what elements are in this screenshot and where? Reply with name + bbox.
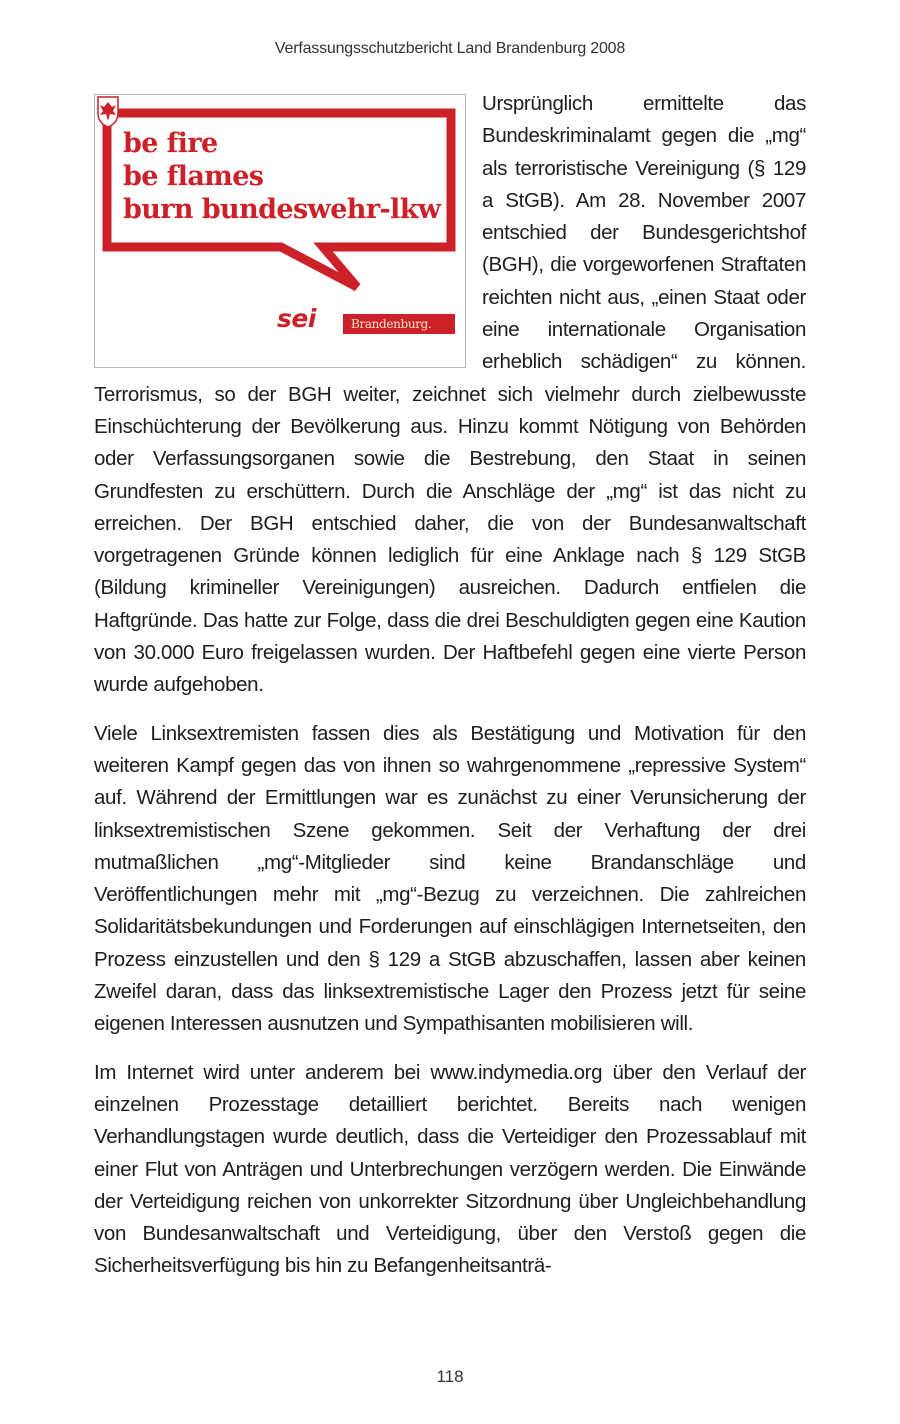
slogan-line-2: be flames bbox=[123, 161, 264, 192]
poster-figure bbox=[94, 94, 466, 368]
paragraph-3: Im Internet wird unter anderem bei www.indymedia.org über den Verlauf der einzelnen Prozesstage detailliert berichtet. Bereits nach wenigen Verhandlungstagen wurde deutlich, dass die Verteidiger den Prozessablauf mit einer Flut von Anträgen und Unterbrechungen verzögern werden. Die Einwände der Verteidigung reichen von unkorrekter Sitzordnung über Ungleichbehandlung von Bundesanwaltschaft und Verteidigung, über den Verstoß gegen die Sicherheitsverfügung bis hin zu Befangenheitsanträ- bbox=[94, 1060, 806, 1278]
slogan-line-3: burn bundeswehr-lkw bbox=[123, 194, 441, 225]
paragraph-1: Ursprünglich ermittelte das Bundeskriminalamt gegen die „mg“ als terroristische Vereinigung (§ 129 a StGB). Am 28. November 2007 entschied der Bundesgerichtshof (BGH), die vorgeworfenen Straftaten reichten nicht aus, „einen Staat oder eine internationale Organisation erheblich schädigen“ zu können. Terrorismus, so der BGH weiter, zeichnet sich vielmehr durch zielbewusste Einschüchterung der Bevölkerung aus. Hinzu kommt Nötigung von Behörden oder Verfassungsorganen sowie die Bestrebung, den Staat in seinen Grundfesten zu erschüttern. Durch die Anschläge der „mg“ ist das nicht zu erreichen. Der BGH entschied daher, die von der Bundesanwaltschaft vorgetragenen Gründe können lediglich für eine Anklage nach § 129 StGB (Bildung krimineller Vereinigungen) ausreichen. Dadurch entfielen die Haftgründe. Das hatte zur Folge, dass die drei Beschuldigten gegen eine Kaution von 30.000 Euro freigelassen wurden. Der Haftbefehl gegen eine vierte Person wurde aufgehoben. bbox=[94, 92, 806, 697]
logo-banner: Brandenburg. bbox=[343, 314, 455, 334]
logo-word: sei bbox=[277, 304, 316, 333]
body-text bbox=[94, 88, 806, 1299]
eagle-crest-icon bbox=[95, 95, 121, 129]
bubble-slogan bbox=[123, 127, 440, 226]
paragraph-2: Viele Linksextremisten fassen dies als Bestätigung und Motivation für den weiteren Kampf gegen das von ihnen so wahrgenommene „repressive System“ auf. Während der Ermittlungen war es zunächst zu einer Verunsicherung der linksextremistischen Szene gekommen. Seit der Verhaftung der drei mutmaßlichen „mg“-Mitglieder sind keine Brandanschläge und Veröffentlichungen mehr mit „mg“-Bezug zu verzeichnen. Die zahlreichen Solidaritätsbekundungen und Forderungen auf einschlägigen Internetseiten, den Prozess einzustellen und den § 129 a StGB abzuschaffen, lassen aber keinen Zweifel daran, dass das linksextremistische Lager den Prozess jetzt für seine eigenen Interessen ausnutzen und Sympathisanten mobilisieren will. bbox=[94, 721, 806, 1036]
page-number: 118 bbox=[436, 1367, 464, 1386]
slogan-line-1: be fire bbox=[123, 128, 218, 159]
running-header: Verfassungsschutzbericht Land Brandenburg 2008 bbox=[274, 40, 626, 57]
